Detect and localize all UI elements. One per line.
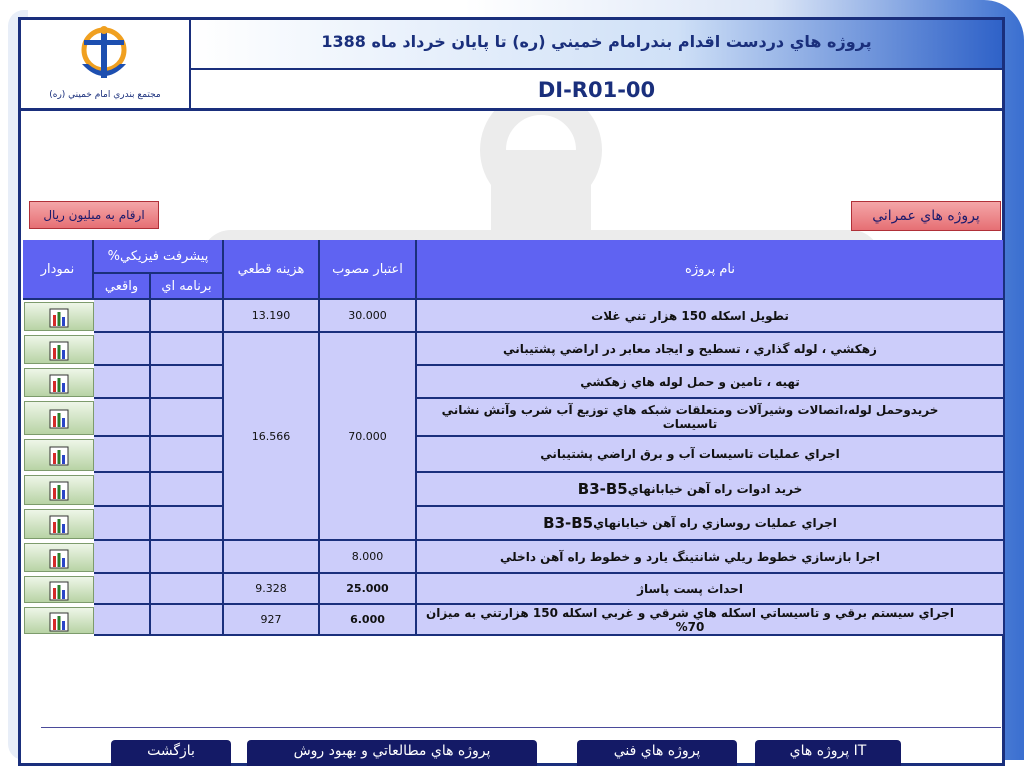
planned-progress-cell bbox=[151, 437, 224, 473]
actual-progress-cell bbox=[94, 507, 151, 541]
back-button[interactable]: بازگشت bbox=[111, 740, 231, 766]
logo-cell bbox=[21, 20, 191, 108]
actual-progress-cell bbox=[94, 333, 151, 366]
units-note-button[interactable]: ارقام به ميليون ريال bbox=[29, 201, 159, 229]
project-name-cell bbox=[417, 574, 1005, 605]
project-name-text: تهيه ، تامين و حمل لوله هاي زهكشي bbox=[580, 374, 800, 389]
final-cost-cell: 9.328 bbox=[224, 574, 320, 605]
bar-chart-icon bbox=[49, 514, 69, 536]
actual-progress-cell bbox=[94, 574, 151, 605]
header-approved-budget: اعتبار مصوب bbox=[320, 240, 417, 300]
chart-button[interactable] bbox=[24, 335, 94, 364]
planned-progress-cell bbox=[151, 333, 224, 366]
project-name-text: خريدوحمل لوله،اتصالات وشيرآلات ومتعلقات شبكه هاي توزيع آب شرب وآتش نشاني تاسيسات bbox=[441, 403, 939, 431]
page-title: پروژه هاي دردست اقدام بندرامام خميني (ره) تا پايان خرداد ماه 1388 bbox=[321, 32, 872, 51]
project-name-text: اجراي سيستم برقي و تاسيساتي اسكله هاي شرقي و غربي اسكله 150 هزارتني به ميزان 70% bbox=[426, 605, 954, 634]
project-name-cell bbox=[417, 366, 1005, 399]
actual-progress-cell bbox=[94, 605, 151, 636]
title-bar bbox=[191, 20, 1002, 70]
planned-progress-cell bbox=[151, 366, 224, 399]
main-frame bbox=[18, 17, 1005, 766]
footer-divider bbox=[41, 727, 1001, 728]
chart-button[interactable] bbox=[24, 439, 94, 471]
bar-chart-icon bbox=[49, 548, 69, 570]
planned-progress-cell bbox=[151, 399, 224, 437]
final-cost-cell: 13.190 bbox=[224, 300, 320, 333]
chart-button[interactable] bbox=[24, 509, 94, 539]
final-cost-cell bbox=[224, 541, 320, 574]
project-name-cell bbox=[417, 541, 1005, 574]
studies-projects-button[interactable]: پروژه هاي مطالعاتي و بهبود روش bbox=[247, 740, 537, 766]
actual-progress-cell bbox=[94, 300, 151, 333]
planned-progress-cell bbox=[151, 473, 224, 507]
approved-budget-cell: 6.000 bbox=[320, 605, 417, 636]
bar-chart-icon bbox=[49, 373, 69, 395]
logo-caption: مجتمع بندري امام خميني (ره) bbox=[49, 90, 161, 100]
project-name-cell bbox=[417, 437, 1005, 473]
planned-progress-cell bbox=[151, 541, 224, 574]
project-name-text: اجراي عمليات روسازي راه آهن خيابانهاي bbox=[593, 516, 837, 530]
bar-chart-icon bbox=[49, 580, 69, 602]
chart-button[interactable] bbox=[24, 368, 94, 397]
final-cost-cell: 927 bbox=[224, 605, 320, 636]
planned-progress-cell bbox=[151, 605, 224, 636]
anchor-emblem-icon bbox=[76, 24, 132, 86]
bar-chart-icon bbox=[49, 408, 69, 430]
bar-chart-icon bbox=[49, 611, 69, 633]
category-button[interactable]: پروژه هاي عمراني bbox=[851, 201, 1001, 231]
actual-progress-cell bbox=[94, 473, 151, 507]
header-final-cost: هزينه قطعي bbox=[224, 240, 320, 300]
project-name-text: اجراي عمليات تاسيسات آب و برق اراضي پشتيباني bbox=[540, 447, 840, 461]
project-name-cell bbox=[417, 605, 1005, 636]
header bbox=[21, 20, 1002, 111]
bar-chart-icon bbox=[49, 340, 69, 362]
project-name-cell bbox=[417, 473, 1005, 507]
header-chart: نمودار bbox=[23, 240, 94, 300]
header-actual: واقعي bbox=[94, 274, 151, 300]
bar-chart-icon bbox=[49, 445, 69, 467]
project-name-text: احداث پست پاساژ bbox=[637, 581, 743, 596]
project-name-cell bbox=[417, 507, 1005, 541]
planned-progress-cell bbox=[151, 507, 224, 541]
actual-progress-cell bbox=[94, 366, 151, 399]
it-projects-button[interactable]: پروژه هاي IT bbox=[755, 740, 901, 766]
chart-button[interactable] bbox=[24, 302, 94, 331]
chart-button[interactable] bbox=[24, 607, 94, 634]
planned-progress-cell bbox=[151, 574, 224, 605]
project-name-text: اجرا بازسازي خطوط ريلي شانتينگ يارد و خطوط راه آهن داخلي bbox=[500, 549, 880, 564]
project-name-cell bbox=[417, 300, 1005, 333]
bar-chart-icon bbox=[49, 307, 69, 329]
technical-projects-button[interactable]: پروژه هاي فني bbox=[577, 740, 737, 766]
doc-code-bar bbox=[191, 70, 1002, 106]
approved-budget-cell: 30.000 bbox=[320, 300, 417, 333]
header-planned: برنامه اي bbox=[151, 274, 224, 300]
doc-code: DI-R01-00 bbox=[537, 78, 656, 102]
approved-budget-cell: 25.000 bbox=[320, 574, 417, 605]
project-name-cell bbox=[417, 333, 1005, 366]
header-physical-progress: %پيشرفت فيزيكي bbox=[94, 240, 224, 274]
projects-table bbox=[23, 240, 1005, 642]
header-project-name: نام پروژه bbox=[417, 240, 1005, 300]
approved-budget-cell: 8.000 bbox=[320, 541, 417, 574]
chart-button[interactable] bbox=[24, 543, 94, 572]
chart-button[interactable] bbox=[24, 475, 94, 505]
planned-progress-cell bbox=[151, 300, 224, 333]
project-name-text: زهكشي ، لوله گذاري ، تسطيح و ايجاد معابر در اراضي پشتيباني bbox=[503, 341, 877, 356]
actual-progress-cell bbox=[94, 541, 151, 574]
project-name-text: تطويل اسكله 150 هزار تني غلات bbox=[591, 308, 789, 323]
project-code-text: B3-B5 bbox=[543, 514, 594, 532]
chart-button[interactable] bbox=[24, 401, 94, 435]
project-name-cell bbox=[417, 399, 1005, 437]
merged-final-cost-cell: 16.566 bbox=[224, 333, 320, 541]
chart-button[interactable] bbox=[24, 576, 94, 603]
actual-progress-cell bbox=[94, 399, 151, 437]
merged-approved-budget-cell: 70.000 bbox=[320, 333, 417, 541]
project-name-text: خريد ادوات راه آهن خيابانهاي bbox=[627, 482, 803, 496]
bar-chart-icon bbox=[49, 480, 69, 502]
project-code-text: B3-B5 bbox=[577, 480, 628, 498]
actual-progress-cell bbox=[94, 437, 151, 473]
